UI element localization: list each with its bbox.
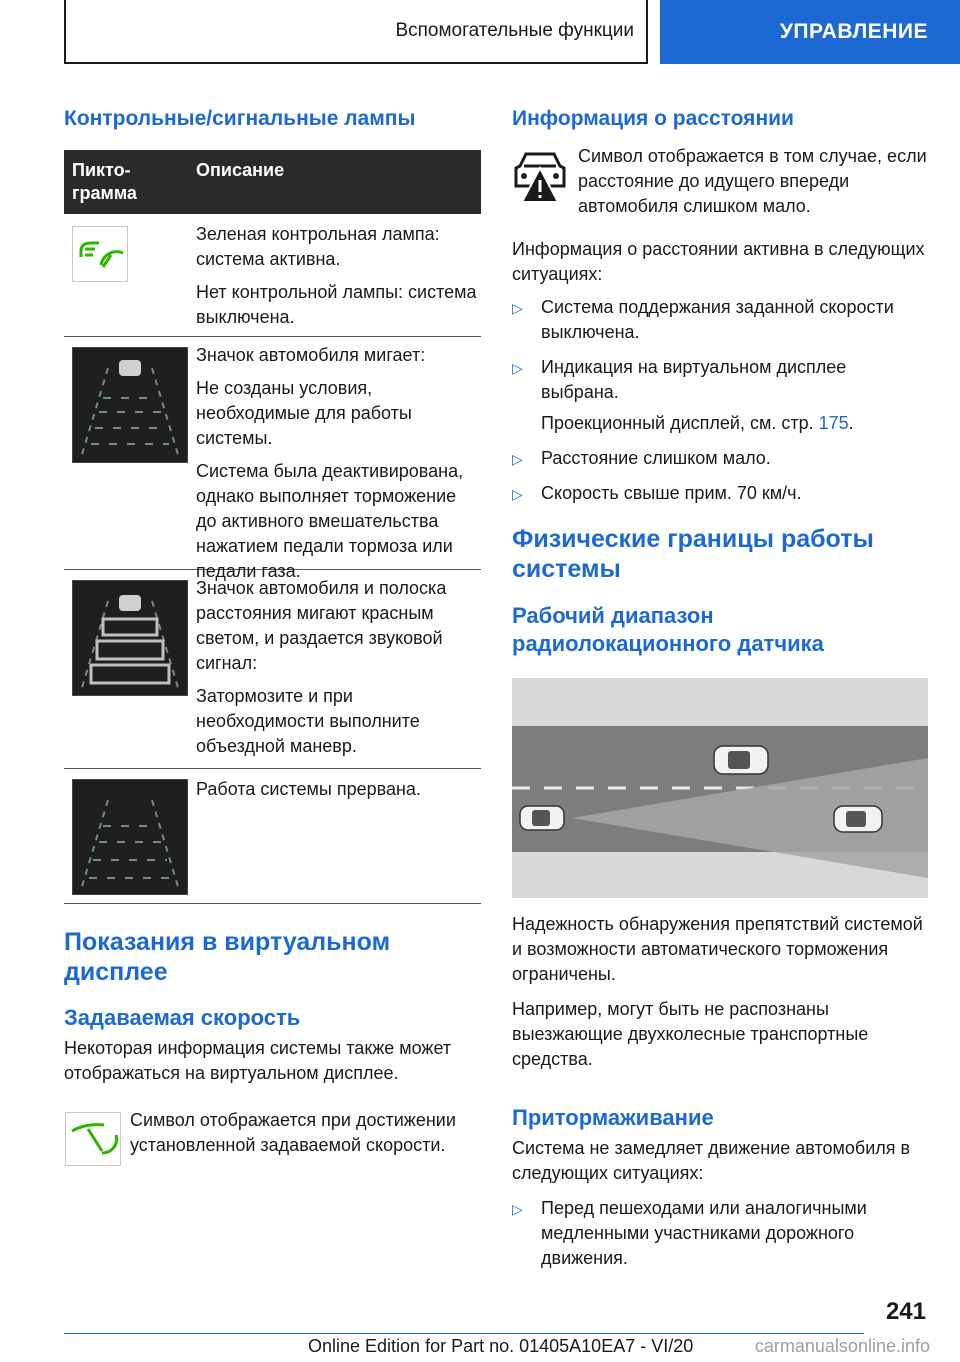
vehicle-distance-red-icon [72,580,188,696]
row-description [196,343,481,592]
radar-title: Рабочий диапазон радиолокационного датчика [512,603,824,656]
cruise-control-green-icon [72,226,128,282]
list-item: ▷ Скорость свыше прим. 70 км/ч. [512,481,928,506]
triangle-bullet-icon: ▷ [512,1201,523,1217]
braking-title: Притормаживание [512,1105,714,1130]
virtual-display-section [64,927,481,1086]
lamps-table [64,150,481,904]
row-line: Работа системы прервана. [196,779,421,799]
row-line: Затормозите и при необходимости выполните объездной маневр. [196,686,420,756]
braking-text: Система не замедляет движение автомобиля в следующих ситуациях: [512,1138,911,1183]
row-line: Не созданы условия, необходимые для работы системы. [196,378,412,448]
col-pictogram-header: Пикто- грамма [72,160,137,203]
list-item: ▷ Система поддержания заданной скорости выключена. [512,297,894,342]
radar-range-illustration [512,678,928,898]
distance-title: Информация о расстоянии [512,107,794,130]
table-header [64,150,481,214]
list-item: ▷ Расстояние слишком мало. [512,446,928,471]
list-item: ▷ Перед пешеходами или аналогичными медленными участниками дорожного движения. [512,1198,867,1268]
section-name: Вспомогательные функции [395,20,634,41]
lamps-heading [64,104,481,134]
table-row [64,769,481,904]
chapter-tab [660,0,960,64]
hud-reference: Проекционный дисплей, см. стр. 175. [541,413,854,433]
row-description [196,222,481,338]
braking-list [512,1196,928,1271]
distance-section [512,104,928,134]
lamps-title: Контрольные/сигнальные лампы [64,107,416,130]
triangle-bullet-icon: ▷ [512,360,523,376]
distance-symbol-text: Символ отображается в том случае, если расстояние до идущего впереди автомобиля слишком мало. [578,146,927,216]
car-icon [714,746,768,774]
set-speed-green-icon [65,1112,121,1166]
speed-title: Задаваемая скорость [64,1005,301,1030]
radar-text-1: Надежность обнаружения препятствий системой и возможности автоматического торможения ограничены. [512,914,923,984]
limits-section [512,524,928,658]
speed-symbol-desc [130,1108,480,1158]
system-interrupted-icon [72,779,188,895]
virtual-display-title: Показания в виртуальном дисплее [64,928,391,986]
row-line: Значок автомобиля и полоска расстояния мигают красным светом, и раздается звуковой сигнал: [196,578,447,673]
footer-divider [64,1333,864,1334]
limits-title: Физические границы работы системы [512,525,874,583]
col-description-header: Описание [196,160,285,180]
speed-symbol-text: Символ отображается при достижении установленной задаваемой скорости. [130,1110,456,1155]
row-line: Система была деактивирована, однако выполняет торможение до активного вмешательства нажатием педали тормоза или педали газа. [196,461,464,581]
table-row [64,337,481,581]
row-description [196,777,481,810]
radar-text [512,912,928,1072]
page-number: 241 [885,1298,926,1325]
speed-text: Некоторая информация системы также может отображаться на виртуальном дисплее. [64,1038,452,1083]
triangle-bullet-icon: ▷ [512,451,523,467]
braking-section [512,1104,928,1281]
distance-conditions-list [512,295,928,405]
table-row [64,214,481,337]
row-line: Значок автомобиля мигает: [196,345,426,365]
list-item: ▷ Индикация на виртуальном дисплее выбрана. [512,357,847,402]
distance-warning-icon [512,146,568,206]
distance-info [512,237,928,516]
table-row [64,570,481,769]
row-description [196,576,481,767]
watermark: carmanualsonline.info [754,1336,930,1356]
car-icon [520,806,564,830]
triangle-bullet-icon: ▷ [512,486,523,502]
car-icon [834,806,882,832]
vehicle-blinking-icon [72,347,188,463]
page-link-175[interactable]: 175 [818,413,849,433]
distance-symbol-desc [578,144,928,219]
distance-intro: Информация о расстоянии активна в следующих ситуациях: [512,239,925,284]
radar-text-2: Например, могут быть не распознаны выезжающие двухколесные транспортные средства. [512,999,869,1069]
triangle-bullet-icon: ▷ [512,300,523,316]
edition-text: Online Edition for Part no. 01405A10EA7 - VI/20 [308,1336,694,1356]
distance-conditions-list-2 [512,446,928,506]
chapter-name: УПРАВЛЕНИЕ [779,20,928,43]
row-line: Нет контрольной лампы: система выключена. [196,282,477,327]
running-header [64,0,648,64]
row-line: Зеленая контрольная лампа: система активна. [196,224,440,269]
